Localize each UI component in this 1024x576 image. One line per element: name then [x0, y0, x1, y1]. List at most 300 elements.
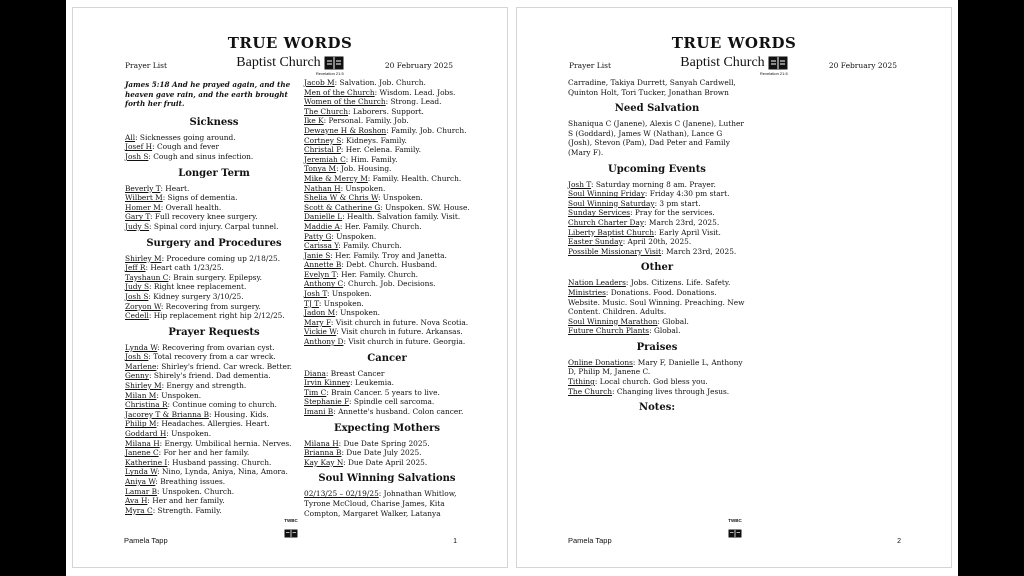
bible-icon — [768, 56, 788, 70]
item-text: : Family. Church. — [338, 241, 402, 251]
item-text: : Housing. Kids. — [209, 409, 269, 419]
item-name: Annette B — [304, 260, 342, 270]
list-item — [304, 337, 470, 347]
item-text: : Visit church in future. Arkansas. — [336, 327, 463, 337]
item-text: : Unspoken. — [326, 289, 372, 299]
praises-list — [568, 358, 746, 396]
list-item — [304, 184, 470, 194]
item-name: The Church — [568, 386, 613, 396]
list-item — [125, 193, 303, 203]
item-name: Josh T — [568, 179, 591, 189]
item-name: Soul Winning Marathon — [568, 316, 658, 326]
item-text: : Visit church in future. Georgia. — [343, 337, 466, 347]
item-name: Milana H — [304, 438, 339, 448]
item-text: : Strength. Family. — [152, 505, 222, 515]
logo-subtitle: Baptist Church — [236, 55, 321, 70]
list-item — [304, 439, 470, 449]
item-text: : Total recovery from a car wreck. — [148, 352, 276, 362]
expecting-list — [304, 439, 470, 468]
list-item — [304, 270, 470, 280]
item-name: Irvin Kinney — [304, 378, 351, 388]
logo-verse-ref: Revelation 21:5 — [315, 71, 344, 76]
list-item — [304, 458, 470, 468]
list-item — [304, 289, 470, 299]
list-item — [125, 212, 303, 222]
item-text: : Cough and sinus infection. — [148, 151, 254, 161]
item-text: : Friday 4:30 pm start. — [644, 189, 730, 199]
item-name: Genny — [125, 371, 149, 381]
list-item — [304, 107, 470, 117]
section-title-upcoming-events: Upcoming Events — [608, 163, 706, 175]
page-number: 1 — [453, 538, 457, 545]
page-number: 2 — [897, 538, 901, 545]
page1-column-1 — [125, 80, 303, 515]
sickness-list — [125, 133, 303, 162]
item-text: : Unspoken. — [331, 231, 377, 241]
item-name: Shirley M — [125, 381, 162, 391]
list-item — [125, 506, 303, 516]
list-item — [568, 237, 746, 247]
item-text: : Unspoken. Church. — [157, 486, 235, 496]
list-item — [125, 391, 303, 401]
item-name: Homer M — [125, 202, 161, 212]
item-name: Easter Sunday — [568, 237, 623, 247]
item-text: : Unspoken. — [166, 429, 212, 439]
list-item — [304, 407, 470, 417]
item-name: Ike K — [304, 116, 324, 126]
bible-icon — [324, 56, 344, 70]
item-text: : Nino, Lynda, Aniya, Nina, Amora. — [157, 467, 288, 477]
item-name: Mary F — [304, 317, 331, 327]
item-text: : Cough and fever — [152, 142, 220, 152]
soul-winning-names: : Johnathan Whitlow, Tyrone McCloud, Charise James, Kita Compton, Margaret Walker, Latanya — [304, 489, 457, 518]
item-name: Church Charter Day — [568, 217, 645, 227]
other-list — [568, 278, 746, 336]
list-item — [125, 429, 303, 439]
list-item — [125, 282, 303, 292]
list-item — [568, 377, 746, 387]
list-item — [125, 152, 303, 162]
item-text: : Overall health. — [160, 202, 222, 212]
item-name: Milana H — [125, 438, 160, 448]
list-date: 20 February 2025 — [828, 61, 897, 70]
item-text: : Kidneys. Family. — [341, 135, 407, 145]
item-name: Janie S — [304, 250, 331, 260]
item-name: Cedell — [125, 311, 149, 321]
list-item — [125, 362, 303, 372]
list-item — [125, 477, 303, 487]
item-text: : Her and her family. — [147, 496, 225, 506]
list-item — [304, 136, 470, 146]
footer-logo-mark — [282, 518, 300, 542]
section-title-praises: Praises — [636, 341, 678, 353]
list-item — [125, 371, 303, 381]
item-text: : Full recovery knee surgery. — [150, 212, 258, 222]
logo-title: TRUE WORDS — [671, 34, 797, 52]
item-text: : Her. Family. Church. — [339, 221, 422, 231]
list-item — [125, 352, 303, 362]
list-item — [568, 189, 746, 199]
list-item — [125, 203, 303, 213]
item-text: : Procedure coming up 2/18/25. — [161, 253, 281, 263]
item-name: Jacob M — [304, 78, 335, 87]
item-name: Evelyn T — [304, 269, 337, 279]
list-item — [568, 326, 746, 336]
item-name: Josh S — [125, 352, 149, 362]
item-name: Vickie W — [304, 327, 337, 337]
list-item — [125, 343, 303, 353]
item-text: : Pray for the services. — [630, 208, 715, 218]
item-name: Zoryon W — [125, 301, 161, 311]
list-item — [125, 400, 303, 410]
item-name: Danielle L — [304, 212, 343, 222]
footer-bible-icon — [284, 529, 298, 538]
item-name: Anthony D — [304, 337, 344, 347]
item-name: Marlene — [125, 361, 157, 371]
verse-quote: James 5:18 And he prayed again, and the heaven gave rain, and the earth brought forth her fruit. — [125, 80, 291, 109]
item-text: : Wisdom. Lead. Jobs. — [374, 87, 456, 97]
item-text: : Shirely's friend. Dad dementia. — [148, 371, 271, 381]
item-text: : Unspoken. — [156, 390, 202, 400]
list-item — [304, 126, 470, 136]
item-text: : Breathing issues. — [155, 477, 226, 486]
logo-subtitle: Baptist Church — [680, 55, 765, 70]
item-name: Josh S — [125, 291, 149, 301]
item-name: Diana — [304, 368, 326, 378]
item-name: Tim C — [304, 387, 327, 397]
list-item — [125, 439, 303, 449]
item-text: : 3 pm start. — [654, 198, 701, 208]
item-text: : Him. Family. — [345, 154, 398, 164]
item-text: : Heart cath 1/23/25. — [145, 263, 224, 273]
item-name: Tithing — [568, 377, 595, 387]
item-text: : Signs of dementia. — [162, 193, 238, 203]
item-name: Scott & Catherine G — [304, 202, 381, 212]
list-item — [304, 232, 470, 242]
item-text: : Due Date April 2025. — [343, 457, 428, 467]
item-text: : Strong. Lead. — [385, 97, 442, 107]
cancer-list — [304, 369, 470, 417]
section-title-cancer: Cancer — [367, 352, 407, 364]
item-name: TJ T — [304, 298, 319, 308]
surgery-list — [125, 254, 303, 321]
item-text: : Local church. God bless you. — [594, 377, 708, 387]
item-name: Myra C — [125, 505, 153, 515]
list-item — [304, 299, 470, 309]
item-text: : Early April Visit. — [654, 227, 721, 237]
list-item — [304, 145, 470, 155]
item-name: Brianna B — [304, 448, 342, 458]
prayer-list-label: Prayer List — [569, 61, 611, 70]
list-item — [304, 251, 470, 261]
item-text: : Job. Housing. — [336, 164, 392, 174]
item-text: : Right knee replacement. — [149, 282, 247, 292]
section-title-notes: Notes: — [638, 402, 676, 414]
list-item — [304, 88, 470, 98]
list-item — [568, 218, 746, 228]
item-text: : Unspoken. — [340, 183, 386, 193]
list-item — [304, 174, 470, 184]
item-name: Sunday Services — [568, 208, 631, 218]
list-item — [304, 78, 470, 88]
item-name: Liberty Baptist Church — [568, 227, 655, 237]
list-item — [304, 212, 470, 222]
list-item — [125, 142, 303, 152]
item-text: : Unspoken. — [377, 193, 423, 203]
item-text: : Jobs. Citizens. Life. Safety. — [625, 278, 731, 288]
list-item — [304, 388, 470, 398]
right-letterbox — [958, 0, 1024, 576]
item-name: Kay Kay N — [304, 457, 344, 467]
footer-logo-mark — [726, 518, 744, 542]
footer-logo-text: TWBC — [728, 518, 742, 523]
item-text: : Kidney surgery 3/10/25. — [148, 291, 244, 301]
item-text: : Global. — [657, 316, 689, 326]
list-item — [125, 419, 303, 429]
footer-author: Pamela Tapp — [124, 536, 168, 545]
section-title-sickness: Sickness — [189, 116, 239, 128]
item-text: : Annette's husband. Colon cancer. — [333, 407, 464, 416]
item-text: : Personal. Family. Job. — [323, 116, 409, 126]
item-text: : Family. Health. Church. — [367, 173, 462, 183]
list-item — [304, 241, 470, 251]
item-text: : Her. Family. Church. — [336, 269, 418, 279]
list-item — [125, 496, 303, 506]
item-text: : Husband passing. Church. — [167, 457, 272, 467]
list-item — [568, 278, 746, 288]
item-name: Men of the Church — [304, 87, 375, 97]
item-text: : Salvation. Job. Church. — [334, 78, 426, 87]
item-name: Tayshaun C — [125, 272, 169, 282]
prayer-list-label: Prayer List — [125, 61, 167, 70]
list-item — [125, 410, 303, 420]
item-text: : Due Date July 2025. — [341, 448, 422, 458]
item-name: Nathan H — [304, 183, 341, 193]
section-title-surgery: Surgery and Procedures — [146, 237, 282, 249]
soul-winning-continued: Carradine, Takiya Durrett, Sanyah Cardwell, Quinton Holt, Tori Tucker, Jonathan Brown — [568, 78, 736, 97]
list-item — [125, 467, 303, 477]
item-name: Lynda W — [125, 342, 158, 352]
need-salvation-text: Shaniqua C (Janene), Alexis C (Janene), Luther S (Goddard), James W (Nathan), Lance G (Josh), Stevon (Pam), Dad Peter and Family (Mary F). — [568, 119, 744, 157]
item-name: Christal P — [304, 145, 341, 155]
item-text: : Energy. Umbilical hernia. Nerves. — [159, 438, 292, 448]
footer-author: Pamela Tapp — [568, 536, 612, 545]
item-text: : Recovering from surgery. — [160, 301, 261, 311]
item-name: Jadon M — [304, 308, 336, 318]
item-name: The Church — [304, 106, 349, 116]
item-name: Possible Missionary Visit — [568, 246, 662, 256]
list-item — [125, 273, 303, 283]
item-text: : Unspoken. — [318, 298, 364, 308]
list-item — [125, 448, 303, 458]
item-name: Philip M — [125, 419, 157, 429]
item-name: Ava H — [125, 496, 148, 506]
list-item — [125, 302, 303, 312]
list-item — [568, 228, 746, 238]
item-text: : Breast Cancer — [325, 368, 385, 378]
list-item — [304, 155, 470, 165]
item-text: : Spindle cell sarcoma. — [349, 397, 435, 407]
prayer-requests-continued-list — [304, 78, 470, 347]
item-text: : Shirley's friend. Car wreck. Better. — [156, 361, 292, 371]
list-item — [125, 133, 303, 143]
item-text: : Her. Celena. Family. — [340, 145, 421, 155]
list-item — [568, 208, 746, 218]
item-text: : Global. — [649, 326, 681, 336]
item-text: : Unspoken. SW. House. — [380, 202, 470, 212]
item-name: Maddie A — [304, 221, 340, 231]
item-name: Nation Leaders — [568, 278, 626, 288]
list-item — [304, 308, 470, 318]
soul-winning-entry — [304, 489, 470, 518]
prayer-requests-list — [125, 343, 303, 516]
list-item — [568, 288, 746, 317]
item-name: Gary T — [125, 212, 151, 222]
list-item — [125, 458, 303, 468]
list-item — [304, 97, 470, 107]
item-name: Jeremiah C — [304, 154, 346, 164]
item-name: Josef H — [125, 142, 153, 152]
list-item — [568, 358, 746, 377]
item-text: : Family. Job. Church. — [386, 125, 467, 135]
list-item — [125, 381, 303, 391]
list-item — [125, 311, 303, 321]
item-name: Shelia W & Chris W — [304, 193, 378, 203]
item-text: : Spinal cord injury. Carpal tunnel. — [149, 221, 279, 231]
page2-column-1 — [568, 78, 746, 418]
item-name: Shirley M — [125, 253, 162, 263]
item-name: Ministries — [568, 287, 606, 297]
logo-verse-ref: Revelation 21:5 — [759, 71, 788, 76]
item-text: : Sicknesses going around. — [135, 132, 236, 142]
list-item — [568, 317, 746, 327]
item-text: : Due Date Spring 2025. — [338, 438, 430, 448]
item-text: : Recovering from ovarian cyst. — [157, 342, 275, 352]
item-name: Soul Winning Friday — [568, 189, 645, 199]
item-text: : Her. Family. Troy and Janetta. — [330, 250, 447, 260]
item-name: Janene C — [125, 448, 159, 458]
item-text: : Laborers. Support. — [348, 106, 424, 116]
list-item — [125, 292, 303, 302]
item-name: Beverly T — [125, 183, 161, 193]
item-text: : Energy and strength. — [161, 381, 247, 391]
item-text: : For her and her family. — [158, 448, 250, 458]
item-name: Patty G — [304, 231, 332, 241]
upcoming-events-list — [568, 180, 746, 257]
section-title-expecting: Expecting Mothers — [333, 422, 441, 434]
list-item — [568, 387, 746, 397]
item-text: : Headaches. Allergies. Heart. — [156, 419, 270, 429]
item-name: Katherine I — [125, 457, 168, 467]
list-item — [125, 184, 303, 194]
footer-bible-icon — [728, 529, 742, 538]
item-name: Dewayne H & Roshon — [304, 125, 387, 135]
list-item — [568, 247, 746, 257]
item-text: : Unspoken. — [335, 308, 380, 318]
item-text: : Heart. — [160, 183, 190, 193]
item-name: Women of the Church — [304, 97, 386, 107]
section-title-other: Other — [640, 262, 674, 274]
item-text: : Continue coming to church. — [167, 400, 277, 410]
item-name: Judy S — [125, 221, 150, 231]
list-item — [304, 397, 470, 407]
list-item — [568, 199, 746, 209]
section-title-prayer-requests: Prayer Requests — [168, 326, 260, 338]
section-title-need-salvation: Need Salvation — [614, 103, 700, 115]
item-text: : March 23rd, 2025. — [661, 246, 737, 256]
footer-logo-text: TWBC — [284, 518, 298, 523]
item-text: : Donations. Food. Donations. Website. Music. Soul Winning. Preaching. New Content. Children. Adults. — [568, 287, 745, 317]
item-name: Aniya W — [125, 477, 156, 486]
list-item — [304, 222, 470, 232]
list-item — [125, 254, 303, 264]
item-name: Wilbert M — [125, 193, 163, 203]
list-item — [304, 260, 470, 270]
item-text: : Church. Job. Decisions. — [343, 279, 436, 289]
item-name: Josh S — [125, 151, 149, 161]
item-name: Tonya M — [304, 164, 337, 174]
list-item — [125, 222, 303, 232]
list-item — [304, 279, 470, 289]
item-name: Cortney S — [304, 135, 342, 145]
section-title-longer-term: Longer Term — [178, 167, 250, 179]
list-item — [304, 327, 470, 337]
list-item — [125, 263, 303, 273]
item-text: : Visit church in future. Nova Scotia. — [330, 317, 469, 327]
list-item — [125, 487, 303, 497]
item-name: Future Church Plants — [568, 326, 650, 336]
item-text: : March 23rd, 2025. — [644, 217, 720, 227]
list-item — [304, 318, 470, 328]
item-name: Judy S — [125, 282, 150, 292]
item-name: Jeff R — [125, 263, 146, 273]
list-date: 20 February 2025 — [384, 61, 453, 70]
item-name: Josh T — [304, 289, 327, 299]
list-item — [304, 116, 470, 126]
list-item — [304, 203, 470, 213]
list-item — [304, 448, 470, 458]
item-text: : Saturday morning 8 am. Prayer. — [590, 179, 716, 189]
item-text: : Mary F, Danielle L, Anthony D, Philip M, Janene C. — [568, 357, 743, 377]
item-name: Carissa Y — [304, 241, 339, 251]
item-text: : April 20th, 2025. — [622, 237, 692, 247]
list-item — [304, 378, 470, 388]
logo-title: TRUE WORDS — [227, 34, 353, 52]
list-item — [304, 369, 470, 379]
item-name: Stephanie F — [304, 397, 350, 407]
item-name: Soul Winning Saturday — [568, 198, 655, 208]
list-item — [304, 164, 470, 174]
item-name: All — [125, 132, 136, 142]
left-letterbox — [0, 0, 66, 576]
page1-column-2 — [304, 78, 470, 518]
soul-winning-date-range: 02/13/25 – 02/19/25 — [304, 489, 379, 499]
item-text: : Health. Salvation family. Visit. — [342, 212, 461, 222]
item-name: Mike & Mercy M — [304, 173, 368, 183]
item-name: Jacorey T & Brianna B — [125, 409, 210, 419]
item-name: Imani B — [304, 407, 334, 416]
item-name: Lynda W — [125, 467, 158, 477]
document-page-1 — [72, 7, 508, 568]
item-text: : Leukemia. — [350, 378, 394, 388]
list-item — [304, 193, 470, 203]
item-text: : Debt. Church. Husband. — [341, 260, 438, 270]
item-text: : Brain Cancer. 5 years to live. — [326, 387, 440, 397]
document-page-2 — [516, 7, 952, 568]
longer-term-list — [125, 184, 303, 232]
list-item — [568, 180, 746, 190]
item-name: Anthony C — [304, 279, 344, 289]
